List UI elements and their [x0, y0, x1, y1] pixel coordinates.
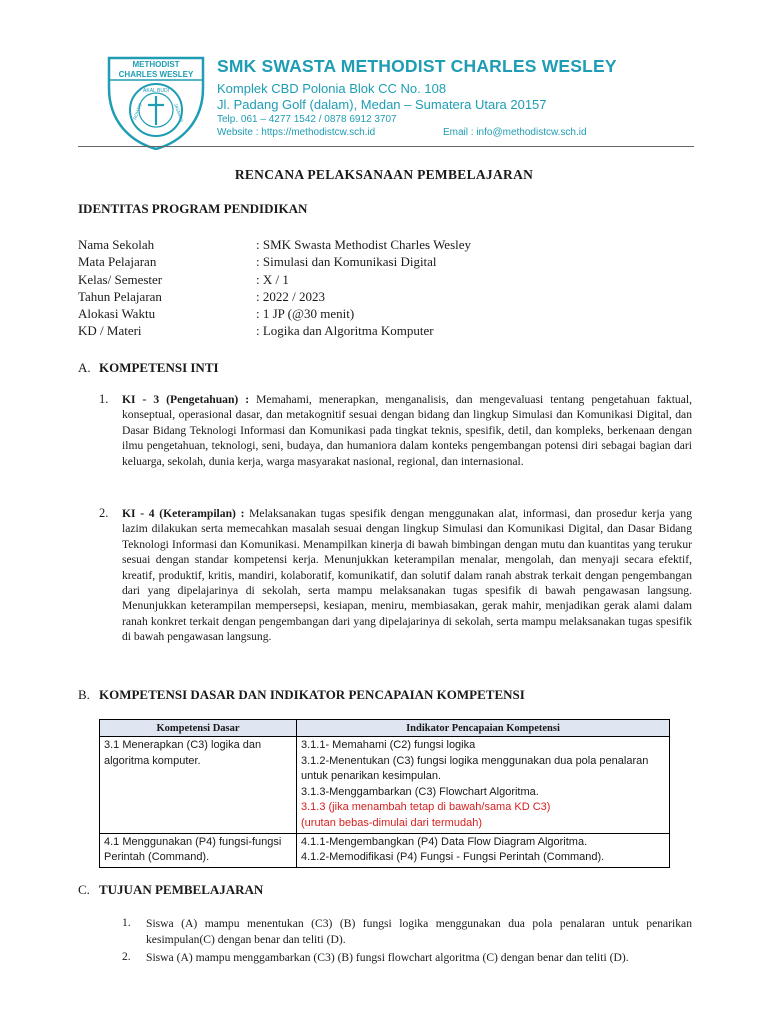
- logo-text-methodist: METHODIST: [132, 60, 180, 69]
- address-line-2: Jl. Padang Golf (dalam), Medan – Sumatera Utara 20157: [217, 97, 547, 112]
- identitas-label: Alokasi Waktu: [78, 306, 156, 322]
- list-number: 2.: [122, 950, 131, 963]
- indikator-item: 3.1.3-Menggambarkan (C3) Flowchart Algoritma.: [301, 785, 539, 798]
- identitas-label: Nama Sekolah: [78, 237, 155, 252]
- indikator-note: 3.1.3 (jika menambah tetap di bawah/sama KD C3): [301, 801, 551, 814]
- identitas-value: : Logika dan Algoritma Komputer: [256, 323, 434, 339]
- identitas-row: [78, 289, 471, 306]
- ki4-lead: KI - 4 (Keterampilan) :: [122, 507, 245, 520]
- phone-text: Telp. 061 – 4277 1542 / 0878 6912 3707: [217, 114, 397, 125]
- ki3-lead: KI - 3 (Pengetahuan) :: [122, 393, 250, 406]
- section-title: KOMPETENSI DASAR DAN INDIKATOR PENCAPAIAN KOMPETENSI: [99, 687, 525, 702]
- logo-text-jasmani: JASMANI: [173, 102, 185, 123]
- list-number: 2.: [99, 506, 109, 520]
- ki4-text: Melaksanakan tugas spesifik dengan menggunakan alat, informasi, dan prosedur kerja yang lazim dilakukan serta memecahkan masalah sesuai dengan lingkup Simulasi dan Komunikasi Digital, dan Dasar Bidang Teknologi Informasi dan Komunikasi. Menampilkan kinerja di bawah bimbingan dengan mutu dan kuantitas yang terukur sesuai dengan standar kompetensi kerja. Menunjukkan keterampilan menalar, mengolah, dan menyaji secara efektif, kreatif, produktif, kritis, mandiri, kolaboratif, komunikatif, dan solutif dalam ranah abstrak terkait dengan pengembangan dari yang dipelajarinya di sekolah, serta mampu melaksanakan tugas spesifik di bawah pengawasan langsung. Menunjukkan keterampilan mempersepsi, kesiapan, meniru, membiasakan, gerak mahir, menjadikan gerak alami dalam ranah konkret terkait dengan pengembangan dari yang dipelajarinya di sekolah, serta mampu melaksanakan tugas spesifik di bawah pengawasan langsung.: [122, 507, 692, 644]
- identitas-table: [78, 237, 471, 341]
- school-name: SMK SWASTA METHODIST CHARLES WESLEY: [217, 56, 617, 76]
- kd-table: [99, 719, 670, 868]
- identitas-value: : Simulasi dan Komunikasi Digital: [256, 254, 437, 270]
- identitas-row: [78, 272, 471, 289]
- identitas-row: [78, 254, 471, 271]
- indikator-item: 3.1.1- Memahami (C2) fungsi logika: [301, 739, 476, 751]
- identitas-value: : 1 JP (@30 menit): [256, 306, 355, 322]
- identitas-label: Kelas/ Semester: [78, 271, 163, 287]
- tujuan-item: Siswa (A) mampu menentukan (C3) (B) fungsi logika menggunakan dua pola penalaran untuk penarikan kesimpulan(C) dengan benar dan teliti (D).: [146, 917, 692, 946]
- table-row: [100, 833, 670, 867]
- identitas-label: Mata Pelajaran: [78, 254, 157, 270]
- email-link[interactable]: Email : info@methodistcw.sch.id: [443, 127, 587, 138]
- ki4-paragraph: [122, 506, 692, 645]
- tujuan-item: Siswa (A) mampu menggambarkan (C3) (B) fungsi flowchart algoritma (C) dengan benar dan teliti (D).: [146, 951, 629, 964]
- section-a-heading: [78, 360, 219, 376]
- identitas-row: [78, 237, 471, 254]
- indikator-item: 4.1.1-Mengembangkan (P4) Data Flow Diagram Algoritma.: [301, 835, 588, 848]
- table-header-row: [100, 720, 670, 737]
- identitas-value: : 2022 / 2023: [256, 288, 325, 304]
- logo-text-rohani: ROHANI: [132, 102, 143, 121]
- document-title: RENCANA PELAKSANAAN PEMBELAJARAN: [234, 167, 534, 182]
- list-number: 1.: [99, 392, 109, 406]
- kd-cell: 3.1 Menerapkan (C3) logika dan algoritma komputer.: [100, 737, 297, 834]
- identitas-label: Tahun Pelajaran: [78, 288, 162, 304]
- indikator-cell: [297, 737, 670, 834]
- website-link[interactable]: Website : https://methodistcw.sch.id: [217, 127, 376, 138]
- identitas-value: : X / 1: [256, 271, 289, 287]
- school-logo: [106, 50, 206, 150]
- identitas-value: : SMK Swasta Methodist Charles Wesley: [256, 237, 472, 252]
- identitas-row: [78, 306, 471, 323]
- list-number: 1.: [122, 916, 131, 929]
- indikator-cell: [297, 833, 670, 867]
- indikator-note: (urutan bebas-dimulai dari termudah): [301, 816, 482, 829]
- address-line-1: Komplek CBD Polonia Blok CC No. 108: [217, 81, 447, 96]
- indikator-item: 4.1.2-Memodifikasi (P4) Fungsi - Fungsi Perintah (Command).: [301, 851, 605, 864]
- column-header-indikator: Indikator Pencapaian Kompetensi: [297, 720, 670, 737]
- identitas-label: KD / Materi: [78, 323, 142, 339]
- identitas-heading: IDENTITAS PROGRAM PENDIDIKAN: [78, 201, 308, 216]
- section-letter: C.: [78, 882, 90, 897]
- table-row: [100, 737, 670, 834]
- section-letter: B.: [78, 687, 90, 702]
- header-divider: [78, 146, 694, 147]
- identitas-row: [78, 323, 471, 340]
- column-header-kd: Kompetensi Dasar: [100, 720, 297, 737]
- section-title: TUJUAN PEMBELAJARAN: [99, 882, 264, 897]
- section-b-heading: [78, 687, 525, 703]
- ki3-text: Memahami, menerapkan, menganalisis, dan mengevaluasi tentang pengetahuan faktual, konseptual, operasional dasar, dan metakognitif sesuai dengan bidang dan lingkup Simulasi dan Komunikasi Digital, dan Dasar Bidang Teknologi Informasi dan Komunikasi pada tingkat teknis, spesifik, detil, dan kompleks, berkenaan dengan ilmu pengetahuan, teknologi, seni, budaya, dan humaniora dalam konteks pengembangan potensi diri sebagai bagian dari keluarga, sekolah, dunia kerja, warga masyarakat nasional, regional, dan internasional.: [122, 393, 692, 468]
- logo-text-akal-budi: AKAL BUDI: [143, 88, 169, 94]
- indikator-item: 3.1.2-Menentukan (C3) fungsi logika menggunakan dua pola penalaran untuk penarikan kesimpulan.: [301, 754, 649, 783]
- section-c-heading: [78, 882, 263, 898]
- logo-text-charles-wesley: CHARLES WESLEY: [118, 70, 194, 79]
- section-title: KOMPETENSI INTI: [99, 360, 219, 375]
- section-letter: A.: [78, 360, 91, 375]
- kd-cell: 4.1 Menggunakan (P4) fungsi-fungsi Perintah (Command).: [100, 833, 297, 867]
- ki3-paragraph: [122, 392, 692, 469]
